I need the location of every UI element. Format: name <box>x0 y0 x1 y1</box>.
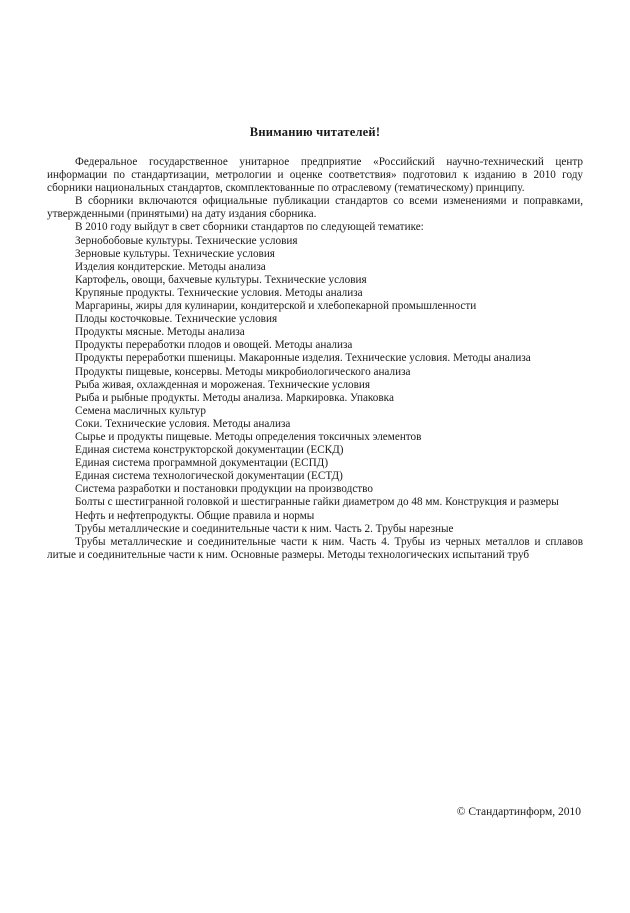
list-item: Продукты мясные. Методы анализа <box>75 326 245 339</box>
list-item: Картофель, овощи, бахчевые культуры. Технические условия <box>75 273 367 286</box>
scope-paragraph: В сборники включаются официальные публикации стандартов со всеми изменениями и поправками, утвержденными (принятыми) на дату издания сборника. <box>47 195 583 221</box>
intro-paragraph: Федеральное государственное унитарное предприятие «Российский научно-технический центр информации по стандартизации, метрологии и оценке соответствия» подготовил к изданию в 2010 году сборники национальных стандартов, скомплектованные по отраслевому (тематическому) принципу. <box>47 156 583 195</box>
list-item: Рыба и рыбные продукты. Методы анализа. Маркировка. Упаковка <box>75 391 394 404</box>
list-item: Зернобобовые культуры. Технические условия <box>75 234 298 247</box>
copyright-footer: © Стандартинформ, 2010 <box>456 806 581 818</box>
list-item: Семена масличных культур <box>75 404 206 417</box>
list-item: Нефть и нефтепродукты. Общие правила и нормы <box>75 509 315 522</box>
list-item: Трубы металлические и соединительные части к ним. Часть 2. Трубы нарезные <box>75 522 454 535</box>
list-item: Сырье и продукты пищевые. Методы определения токсичных элементов <box>75 430 422 443</box>
list-item: Крупяные продукты. Технические условия. Методы анализа <box>75 286 363 299</box>
page-title: Вниманию читателей! <box>249 125 381 139</box>
list-item: Система разработки и постановки продукции на производство <box>75 483 373 496</box>
list-item: Рыба живая, охлажденная и мороженая. Технические условия <box>75 378 371 391</box>
list-item: Соки. Технические условия. Методы анализа <box>75 417 291 430</box>
list-item: Единая система конструкторской документации (ЕСКД) <box>75 444 344 457</box>
list-item: Трубы металлические и соединительные части к ним. Часть 4. Трубы из черных металлов и сплавов литые и соединительные части к ним. Основные размеры. Методы технологических испытаний труб <box>47 535 583 561</box>
list-item: Болты с шестигранной головкой и шестигранные гайки диаметром до 48 мм. Конструкция и размеры <box>75 496 559 509</box>
list-item: Изделия кондитерские. Методы анализа <box>75 260 266 273</box>
list-item: Маргарины, жиры для кулинарии, кондитерской и хлебопекарной промышленности <box>75 300 477 313</box>
list-item: Продукты переработки плодов и овощей. Методы анализа <box>75 339 353 352</box>
document-body <box>47 156 583 562</box>
topics-intro-paragraph: В 2010 году выйдут в свет сборники стандартов по следующей тематике: <box>75 221 424 234</box>
list-item: Зерновые культуры. Технические условия <box>75 247 275 260</box>
list-item: Единая система технологической документации (ЕСТД) <box>75 470 343 483</box>
list-item: Продукты пищевые, консервы. Методы микробиологического анализа <box>75 365 411 378</box>
list-item: Продукты переработки пшеницы. Макаронные изделия. Технические условия. Методы анализа <box>75 352 531 365</box>
list-item: Плоды косточковые. Технические условия <box>75 313 278 326</box>
topics-list <box>47 235 583 562</box>
list-item: Единая система программной документации (ЕСПД) <box>75 457 329 470</box>
